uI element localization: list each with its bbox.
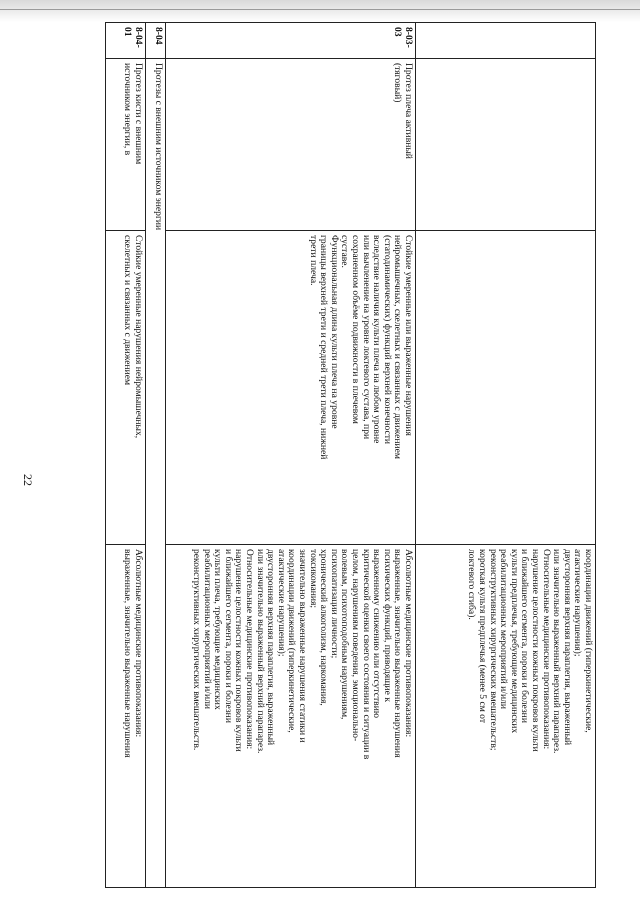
rotated-page-content — [78, 22, 596, 887]
table-row — [416, 23, 596, 888]
section-code: 8-04 — [146, 23, 166, 59]
contraindication-line: и ближайшего сегмента, пороки и болезни — [222, 549, 234, 723]
cell-indications — [416, 231, 596, 545]
contraindication-line: или значительно выраженный верхний парапарез. — [551, 549, 563, 754]
indication-line: скелетных и связанных с движением — [122, 235, 134, 386]
cell-indications — [166, 231, 416, 545]
cell-contraindications — [416, 545, 596, 888]
indication-line: Функциональная длина культи плеча на уровне — [328, 235, 340, 429]
name-line: источником энергии, в — [122, 63, 134, 156]
page-number: 22 — [21, 474, 35, 486]
indication-line: трети плеча. — [307, 235, 319, 286]
indication-line: сохраненном объёме подвижности в плечевом — [350, 235, 362, 424]
contraindication-line: атактические нарушения); — [572, 549, 584, 657]
contraindication-line: выраженные, значительно выраженные нарушения — [122, 549, 134, 758]
cell-code: 8-04-01 — [106, 23, 146, 59]
name-line: Протез плеча активный — [403, 63, 414, 159]
contraindication-line: реконструктивных хирургических вмешательств. — [191, 549, 203, 751]
contraindication-line: атактические нарушения); — [275, 549, 287, 657]
contraindication-line: нарушение целостности кожных покровов культи — [233, 549, 245, 752]
contraindication-line: культи плеча, требующие медицинских — [212, 549, 224, 710]
contraindication-line: координации движений (гиперкинетические, — [286, 549, 298, 733]
section-title: Протезы с внешним источником энергии — [146, 59, 166, 888]
cell-name — [106, 59, 146, 231]
table-row — [106, 23, 146, 888]
indication-line: нейромышечных, скелетных и связанных с движением — [392, 235, 404, 459]
contraindication-line: Относительные медицинские противопоказания: — [540, 549, 552, 750]
cell-name — [416, 59, 596, 231]
indication-line: суставе. — [339, 235, 351, 268]
indication-line: границы верхней трети и средней трети плеча, нижней — [318, 235, 330, 460]
contraindication-line: Относительные медицинские противопоказания: — [244, 549, 256, 750]
table-row — [166, 23, 416, 888]
contraindication-line: двусторонняя верхняя параплегия, выраженный — [265, 549, 277, 746]
contraindication-line: или значительно выраженный верхний парапарез. — [254, 549, 266, 754]
cell-indications — [106, 231, 146, 545]
contraindication-line: Абсолютные медицинские противопоказания: — [403, 549, 414, 738]
contraindication-line: целом, нарушениям поведения, эмоционально- — [350, 549, 362, 742]
contraindication-line: значительно выраженные нарушения статики и — [297, 549, 309, 743]
contraindication-line: психопатизации личности; — [328, 549, 340, 659]
contraindication-line: реконструктивных хирургических вмешательств; — [487, 549, 499, 751]
contraindication-line: выраженному снижению или отсутствию — [371, 549, 383, 719]
cell-contraindications — [166, 545, 416, 888]
contraindication-line: волевым, психотоподобным нарушениям, — [339, 549, 351, 720]
indication-line: или вычленение на уровне локтевого сустава, при — [360, 235, 372, 440]
contraindication-line: нарушение целостности кожных покровов культи — [530, 549, 542, 752]
name-line: Протез кисти с внешним — [133, 63, 144, 165]
cell-code: 8-03-03 — [166, 23, 416, 59]
contraindication-line: Абсолютные медицинские противопоказания: — [133, 549, 144, 738]
contraindication-line: токсикомания; — [307, 549, 319, 609]
contraindication-line: критической оценки своего состояния и ситуации в — [360, 549, 372, 760]
contraindication-line: реабилитационных мероприятий и/или — [498, 549, 510, 710]
indication-line: (статодинамических) функций верхней конечности — [381, 235, 393, 445]
indication-line: Стойкие умеренные или выраженные нарушения — [403, 235, 414, 436]
contraindication-line: культи предплечья, требующие медицинских — [508, 549, 520, 734]
cell-contraindications — [106, 545, 146, 888]
name-line: (тяговый) — [392, 63, 404, 103]
contraindication-line: психических функций, приводящие к — [381, 549, 393, 702]
scan-edge — [0, 0, 640, 22]
contraindication-line: двусторонняя верхняя параплегия, выраженный — [561, 549, 573, 746]
indication-line: Стойкие умеренные нарушения нейромышечных, — [133, 235, 144, 439]
contraindication-line: и ближайшего сегмента, пороки и болезни — [519, 549, 531, 723]
contraindication-line: реабилитационных мероприятий и/или — [201, 549, 213, 710]
contraindication-line: выраженные, значительно выраженные нарушения — [392, 549, 404, 758]
contraindication-line: короткая культя предплечья (менее 5 см от — [477, 549, 489, 724]
indication-line: вследствие наличия культи плеча на любом уровне — [371, 235, 383, 444]
prosthesis-table — [105, 22, 596, 888]
contraindication-line: локтевого сгиба). — [466, 549, 478, 620]
contraindication-line: координации движений (гиперкинетические, — [583, 549, 594, 733]
section-row — [146, 23, 166, 888]
cell-name — [166, 59, 416, 231]
cell-code — [416, 23, 596, 59]
contraindication-line: хронический алкоголизм, наркомания, — [318, 549, 330, 706]
